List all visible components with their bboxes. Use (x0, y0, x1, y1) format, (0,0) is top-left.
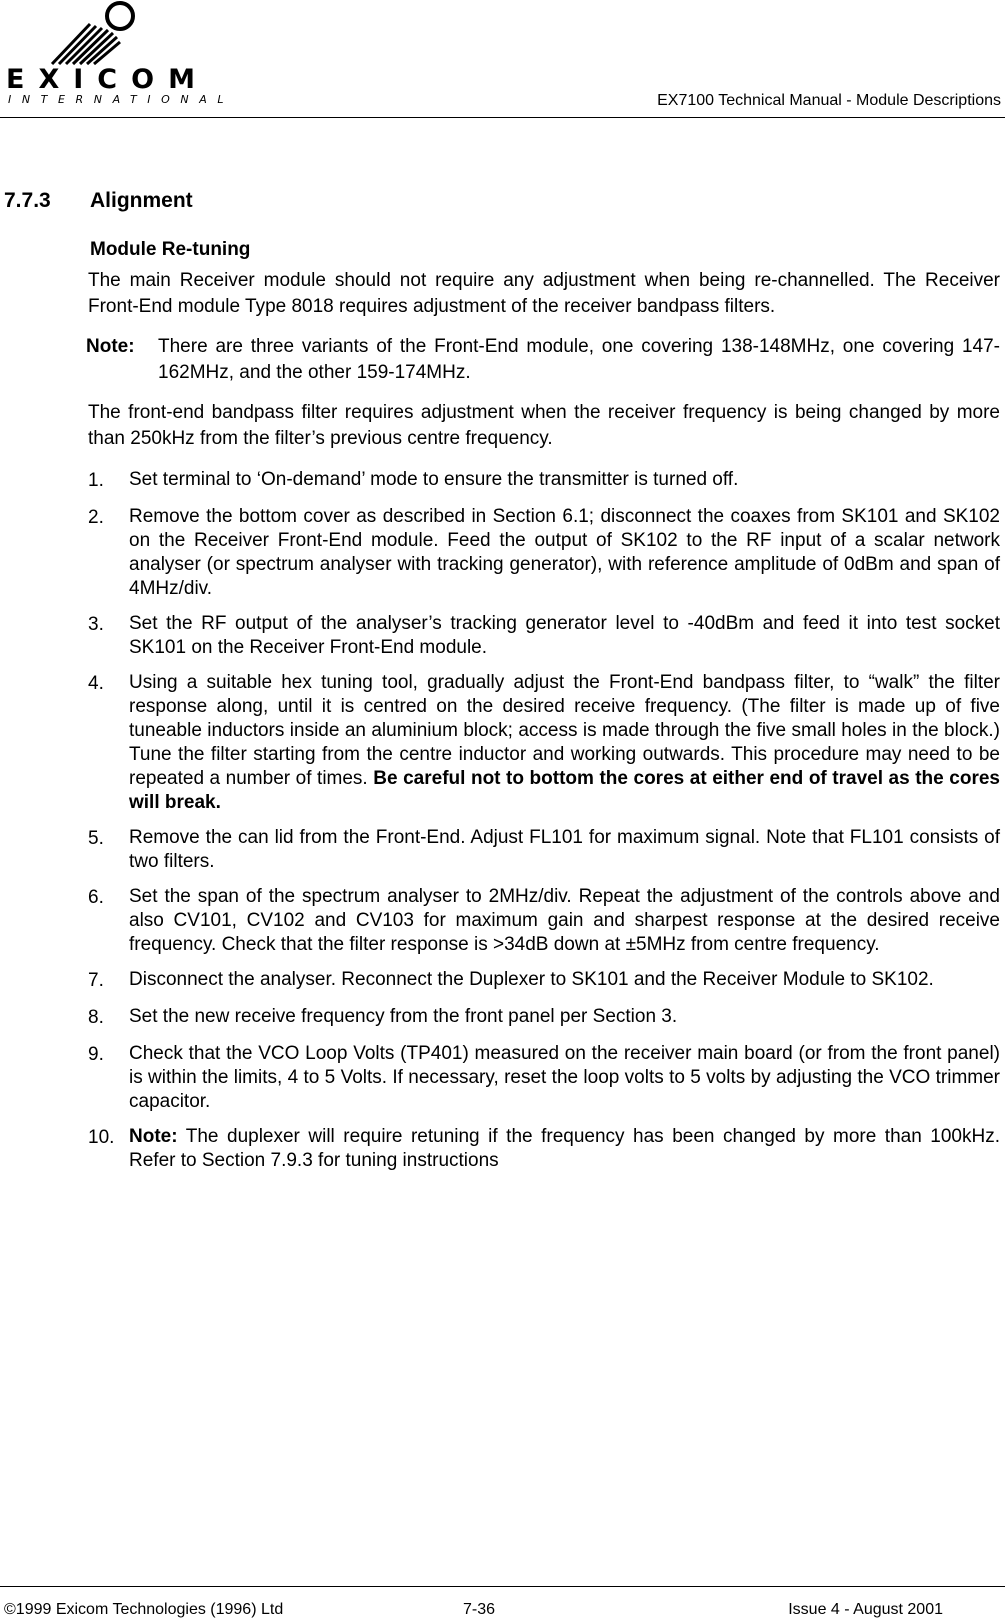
step-text: Set the new receive frequency from the front panel per Section 3. (129, 1006, 678, 1027)
step-number: 5. (88, 828, 104, 849)
intro-paragraph: The main Receiver module should not require any adjustment when being re-channelled. The Receiver Front-End module Type 8018 requires adjustment of the receiver bandpass filters. (88, 270, 1000, 317)
step-body (129, 671, 1000, 815)
footer-divider (0, 1586, 1005, 1587)
logo-sub-text: INTERNATIONAL (8, 93, 235, 106)
list-item (88, 468, 1000, 494)
list-item (88, 968, 1000, 994)
step-number: 10. (88, 1127, 115, 1148)
header-title: EX7100 Technical Manual - Module Descriptions (657, 92, 1001, 109)
note-text: There are three variants of the Front-End module, one covering 138-148MHz, one covering 147-162MHz, and the other 159-174MHz. (158, 336, 1000, 383)
step-number: 1. (88, 470, 104, 491)
step-text: Using a suitable hex tuning tool, gradually adjust the Front-End bandpass filter, to “walk” the filter response along, until it is centred on the desired receive frequency. (The filter is made up of five tuneable inductors inside an aluminium block; access is made through the five small holes in the block.) Tune the filter starting from the centre inductor and working outwards. This procedure may need to be repeated a number of times. (129, 672, 1000, 789)
procedure-list (88, 468, 1000, 1173)
step-number: 6. (88, 887, 104, 908)
step-number: 8. (88, 1007, 104, 1028)
list-item (88, 612, 1000, 660)
step-text: Set the RF output of the analyser’s tracking generator level to -40dBm and feed it into test socket SK101 on the Receiver Front-End module. (129, 613, 1000, 658)
list-item (88, 671, 1000, 815)
exicom-logo (4, 0, 235, 112)
step-number: 2. (88, 507, 104, 528)
main-content (88, 268, 1000, 1184)
list-item (88, 826, 1000, 874)
step-text: Remove the can lid from the Front-End. Adjust FL101 for maximum signal. Note that FL101 consists of two filters. (129, 827, 1000, 872)
header-divider (0, 117, 1005, 118)
footer-copyright: ©1999 Exicom Technologies (1996) Ltd (4, 1601, 284, 1618)
step-warning-text: Be careful not to bottom the cores at either end of travel as the cores will break. (129, 768, 1000, 813)
footer-issue: Issue 4 - August 2001 (788, 1601, 943, 1618)
exicom-logo-emblem-icon (44, 0, 139, 66)
section-title: Alignment (90, 189, 193, 212)
step-number: 4. (88, 673, 104, 694)
list-item (88, 1005, 1000, 1031)
step-text: Set the span of the spectrum analyser to 2MHz/div. Repeat the adjustment of the controls above and also CV101, CV102 and CV103 for maximum gain and sharpest response at the desired receive frequency. Check that the filter response is >34dB down at ±5MHz from centre frequency. (129, 886, 1000, 955)
step-body (129, 1125, 1000, 1173)
list-item (88, 505, 1000, 601)
section-number: 7.7.3 (4, 189, 51, 212)
step-text: Remove the bottom cover as described in Section 6.1; disconnect the coaxes from SK101 and SK102 on the Receiver Front-End module. Feed the output of SK102 to the RF input of a scalar network analyser (or spectrum analyser with tracking generator), with reference amplitude of 0dBm and span of 4MHz/div. (129, 506, 1000, 599)
step-number: 9. (88, 1044, 104, 1065)
note-label: Note: (86, 336, 135, 357)
list-item (88, 1042, 1000, 1114)
body-paragraph: The front-end bandpass filter requires adjustment when the receiver frequency is being changed by more than 250kHz from the filter’s previous centre frequency. (88, 402, 1000, 449)
step-text: Disconnect the analyser. Reconnect the Duplexer to SK101 and the Receiver Module to SK102. (129, 969, 934, 990)
step-number: 7. (88, 970, 104, 991)
subheading: Module Re-tuning (90, 239, 251, 260)
list-item (88, 1125, 1000, 1173)
step-number: 3. (88, 614, 104, 635)
list-item (88, 885, 1000, 957)
note-block (86, 334, 1000, 386)
step-text: The duplexer will require retuning if the frequency has been changed by more than 100kHz. Refer to Section 7.9.3 for tuning instructions (129, 1126, 1000, 1171)
step-text: Set terminal to ‘On-demand’ mode to ensure the transmitter is turned off. (129, 469, 739, 490)
logo-brand-text: EXICOM (6, 64, 209, 95)
step-note-label: Note: (129, 1126, 178, 1147)
step-text: Check that the VCO Loop Volts (TP401) measured on the receiver main board (or from the front panel) is within the limits, 4 to 5 Volts. If necessary, reset the loop volts to 5 volts by adjusting the VCO trimmer capacitor. (129, 1043, 1000, 1112)
footer-page-number: 7-36 (463, 1601, 496, 1618)
